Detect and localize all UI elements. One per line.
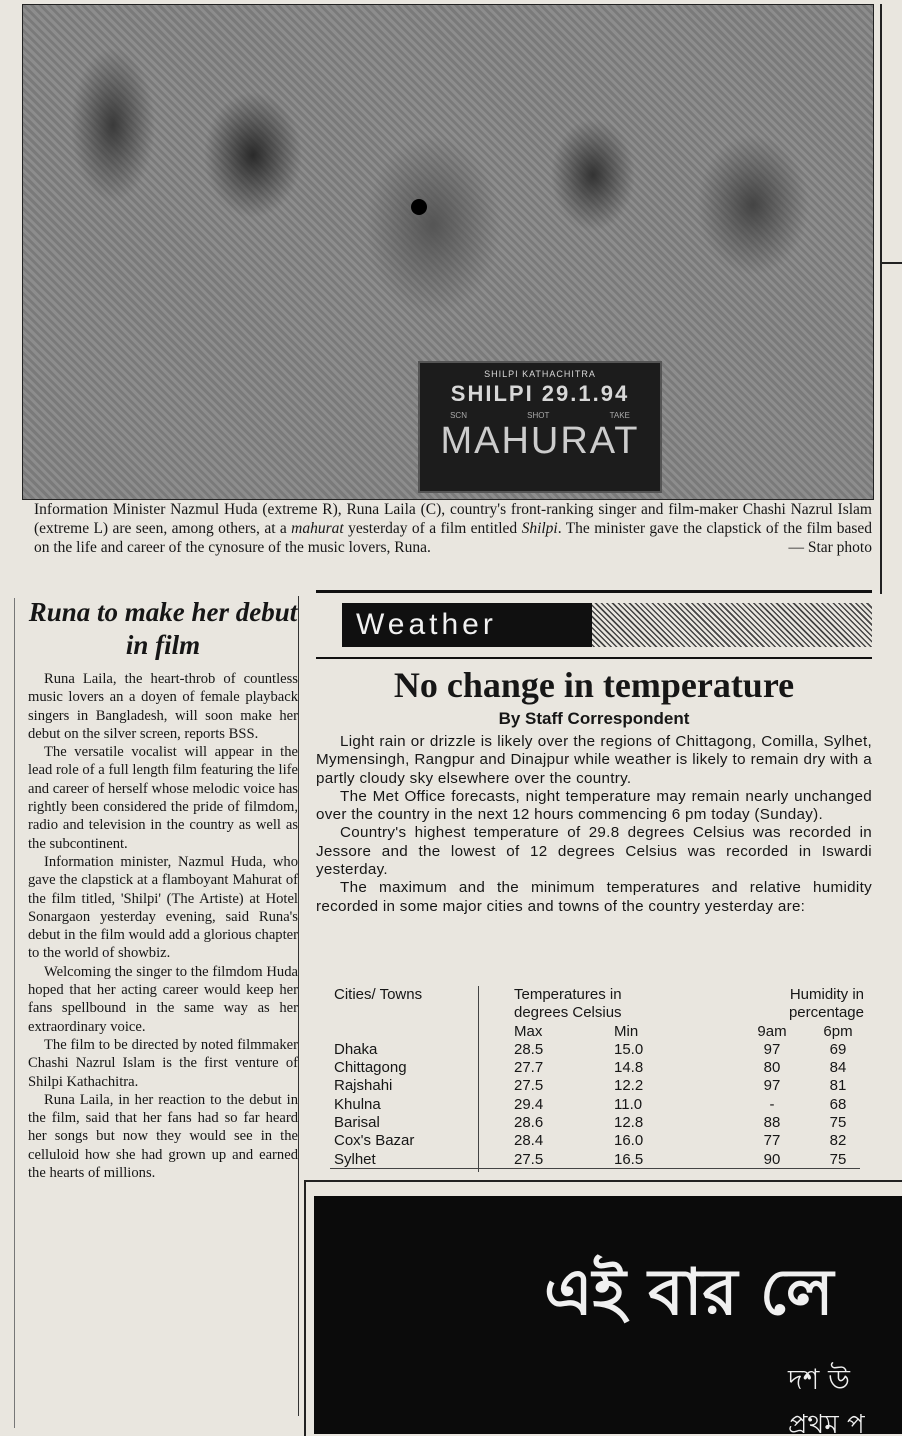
article-paragraph: Information minister, Nazmul Huda, who gave the clapstick at a flamboyant Mahurat of the film titled, 'Shilpi' (The Artiste) at Hotel Sonargaon yesterday evening, said Runa's debut in the film would add a glorious chapter to the world of showbiz. [28,853,298,962]
header-min: Min [614,1022,639,1040]
cell-h6: 68 [829,1095,847,1113]
header-temp-1: Temperatures in [514,986,622,1003]
cell-h9: 88 [763,1114,781,1132]
cell-h6: 69 [829,1040,847,1058]
clapper-title: SHILPI 29.1.94 [450,381,630,406]
weather-banner-rule [316,657,872,659]
cell-h6: 75 [829,1114,847,1132]
caption-italic-a: mahurat [291,520,344,537]
weather-paragraph: Country's highest temperature of 29.8 degrees Celsius was recorded in Jessore and the lowest of 12 degrees Celsius was recorded in Iswardi yesterday. [316,824,872,879]
table-header-row [334,1004,864,1022]
table-row [334,1059,864,1077]
clapper-scn: SCN [450,411,467,420]
cell-max: 29.4 [514,1095,544,1113]
header-hum-1: Humidity in [789,986,864,1003]
ad-headline: এই বার লে [544,1256,834,1330]
caption-text-a: Information Minister Nazmul Huda (extreme R), Runa Laila (C), country's front-ranking singer and film-maker Chashi Nazrul Islam (extreme L) are seen, among others, at a [34,501,872,537]
weather-paragraph: The Met Office forecasts, night temperature may remain nearly unchanged over the country in the next 12 hours commencing 6 pm today (Sunday). [316,787,872,824]
cell-max: 28.6 [514,1114,544,1132]
header-blank [334,1023,494,1041]
weather-banner [316,603,872,647]
clapper-shot: SHOT [527,411,550,420]
cell-h9: 90 [763,1150,781,1168]
cell-h9: 77 [763,1132,781,1150]
table-row [334,1114,864,1132]
cell-city: Chittagong [334,1059,407,1077]
clapper-big-text: MAHURAT [440,420,640,462]
header-temp-2: degrees Celsius [514,1004,622,1022]
header-max: Max [514,1022,543,1040]
table-row [334,1077,864,1095]
weather-section [316,590,872,916]
cell-city: Dhaka [334,1040,378,1058]
table-row [334,1041,864,1059]
article-paragraph: The film to be directed by noted filmmaker Chashi Nazrul Islam is the first venture of Shilpi Kathachitra. [28,1036,298,1090]
clapper-take: TAKE [609,411,630,420]
clapperboard [418,361,662,493]
weather-top-rule [316,590,872,593]
cell-h6: 84 [829,1059,847,1077]
cell-h9: - [769,1095,775,1113]
cell-min: 16.5 [614,1150,644,1168]
header-city: Cities/ Towns [334,986,423,1003]
cell-min: 11.0 [614,1095,643,1113]
cell-max: 27.5 [514,1150,544,1168]
cell-min: 14.8 [614,1059,644,1077]
news-photo [22,4,874,500]
table-row [334,1096,864,1114]
ad-line-3: প্রথম প [788,1410,865,1434]
cell-h9: 97 [763,1077,781,1095]
table-row [334,1132,864,1150]
cell-h9: 80 [763,1059,781,1077]
weather-paragraph: Light rain or drizzle is likely over the regions of Chittagong, Comilla, Sylhet, Mymensingh, Rangpur and Dinajpur while weather is likely to remain dry with a partly cloudy sky elsewhere over the country. [316,733,872,787]
photo-caption [34,500,872,557]
cell-min: 16.0 [614,1132,644,1150]
temperature-table [334,986,864,1169]
clapper-row [420,411,660,420]
cell-h6: 81 [829,1077,847,1095]
cell-h6: 82 [829,1132,847,1150]
cell-max: 27.5 [514,1077,544,1095]
cell-city: Sylhet [334,1150,376,1168]
cell-city: Rajshahi [334,1077,393,1095]
weather-banner-gap [316,603,342,647]
left-article [28,596,298,1182]
cell-city: Cox's Bazar [334,1132,415,1150]
table-header-row [334,986,864,1004]
weather-headline: No change in temperature [393,665,795,705]
adjacent-column-border [880,4,902,594]
adjacent-column-rule [880,262,902,264]
cell-max: 28.4 [514,1132,544,1150]
advertisement [314,1196,902,1434]
cell-h6: 75 [829,1150,847,1168]
header-hum-2: percentage [788,1004,864,1022]
cell-max: 27.7 [514,1059,544,1077]
header-blank [334,1004,494,1022]
cell-city: Barisal [334,1114,380,1132]
article-paragraph: Welcoming the singer to the filmdom Huda hoped that her acting career would keep her fans spellbound in the same way as her extraordinary voice. [28,963,298,1035]
article-paragraph: Runa Laila, the heart-throb of countless music lovers an a doyen of female playback singers in Bangladesh, will soon make her debut on the silver screen, reports BSS. [28,671,298,742]
cell-city: Khulna [334,1095,381,1113]
weather-paragraph: The maximum and the minimum temperatures and relative humidity recorded in some major cities and towns of the country yesterday are: [316,879,872,915]
cell-h9: 97 [763,1040,781,1058]
article-headline: Runa to make her debut in film [28,597,298,660]
page-margin-rule [14,598,15,1428]
table-bottom-rule [330,1168,860,1169]
clapper-top-text: SHILPI KATHACHITRA [484,369,596,379]
header-6pm: 6pm [823,1022,853,1040]
cell-max: 28.5 [514,1040,544,1058]
cell-min: 12.8 [614,1114,644,1132]
article-paragraph: Runa Laila, in her reaction to the debut in the film, said that her fans had so far heard her songs but now they would see in the celluloid how she had grown up and earned the hearts of millions. [28,1091,298,1182]
weather-section-label: Weather [342,603,592,647]
ad-line-2: দশ উ [788,1363,850,1396]
header-9am: 9am [757,1022,787,1040]
cell-min: 12.2 [614,1077,644,1095]
caption-italic-b: Shilpi [521,520,558,537]
photo-credit: — Star photo [788,539,872,556]
article-paragraph: The versatile vocalist will appear in the lead role of a full length film featuring the life and career of herself whose melodic voice has rightly been considered the pride of filmdom, radio and television in the country as well as the subcontinent. [28,744,298,852]
cell-min: 15.0 [614,1040,644,1058]
table-header-row [334,1023,864,1041]
photo-ink-spot [411,199,427,215]
table-row [334,1151,864,1169]
caption-text-c: . The minister gave the clapstick of the film based on the life and career of the cynosure of the music lovers, Runa. [34,520,872,556]
column-rule [298,596,299,1416]
caption-text-b: yesterday of a film entitled [343,520,522,537]
weather-byline: By Staff Correspondent [498,709,690,728]
